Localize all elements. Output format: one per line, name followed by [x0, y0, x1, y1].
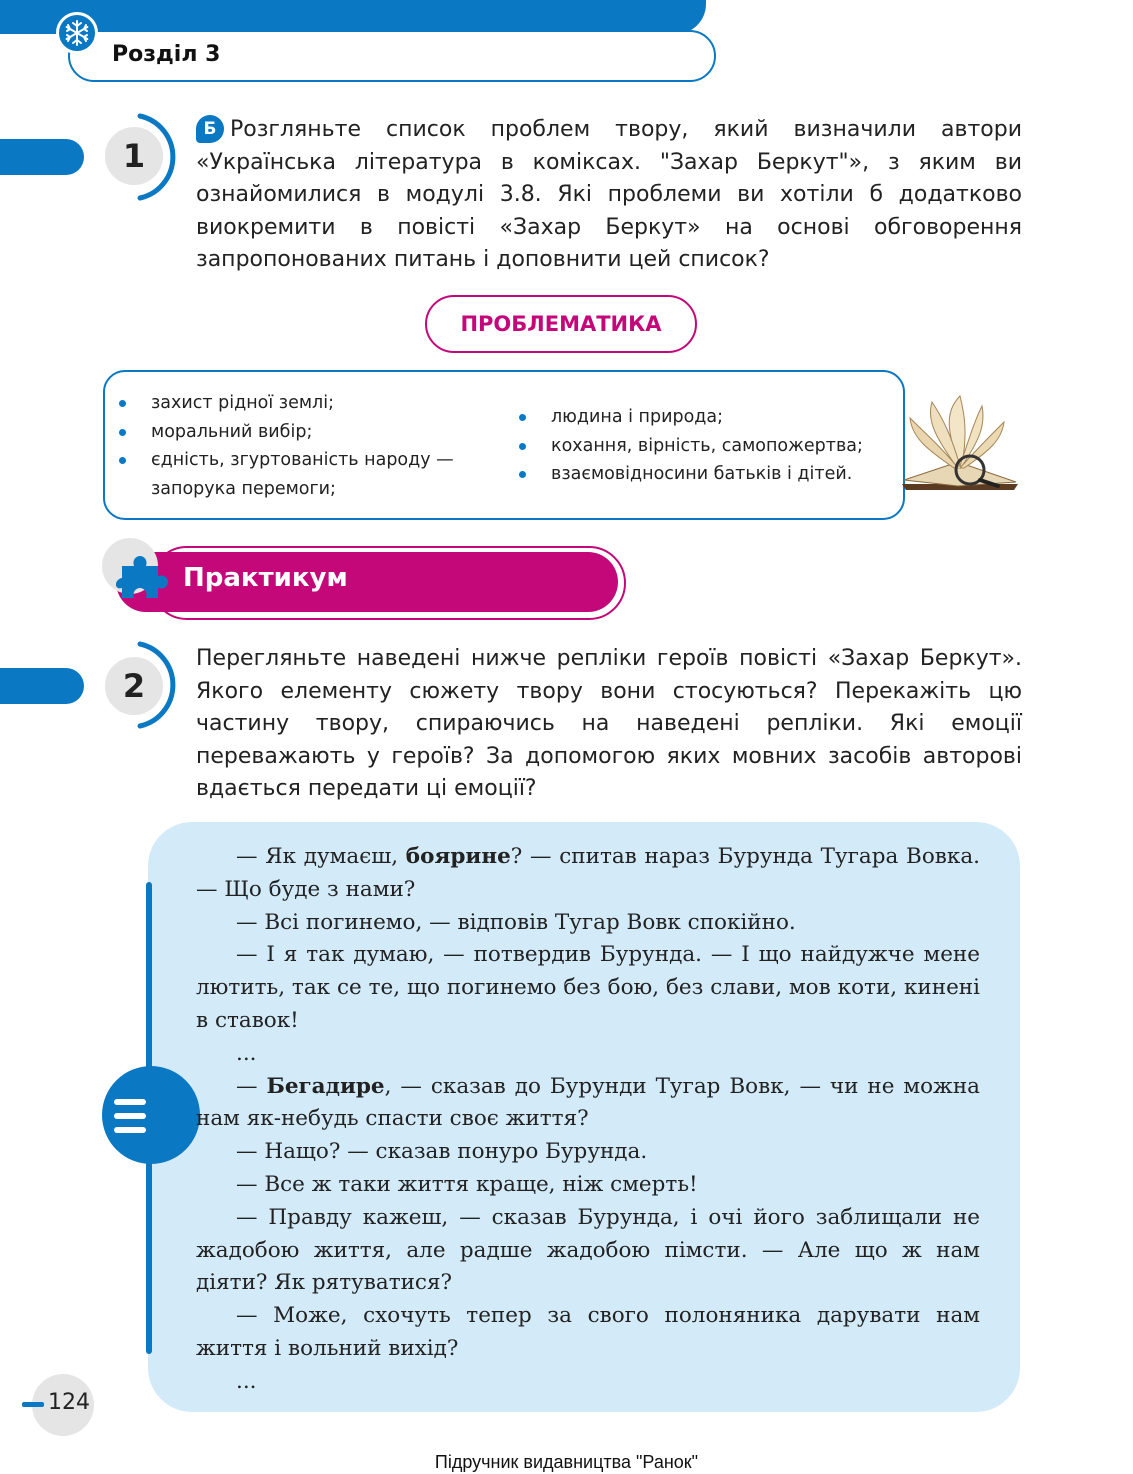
publisher-footer: Підручник видавництва "Ранок" — [434, 1452, 699, 1472]
problem-item: моральний вибір; — [117, 418, 489, 447]
problem-item: єдність, згуртованість народу — запорука перемоги; — [117, 446, 489, 503]
task-1-body: Розгляньте список проблем твору, який визначили автори «Українська література в коміксах. "Захар Беркут"», з яким ви ознайомилися в модулі 3.8. Які проблеми ви хотіли б додатково виокремити в повісті «Захар Беркут» на основі обговорення запропонованих питань і доповнити цей список? — [196, 117, 1022, 273]
problematics-left-list — [117, 389, 489, 503]
quote-paragraph: — Все ж таки життя краще, ніж смерть! — [236, 1171, 698, 1197]
level-b-badge: Б — [196, 115, 224, 143]
quote-paragraph: — Правду кажеш, — сказав Бурунда, і очі його заблищали не жадобою життя, але радше жадобою пімсти. — Але що ж нам діяти? Як рятуватися? — [196, 1204, 980, 1296]
page-number: 124 — [48, 1390, 90, 1415]
quote-paragraph: — Всі погинемо, — відповів Тугар Вовк спокійно. — [236, 909, 796, 935]
task-2-text: Перегляньте наведені нижче репліки героїв повісті «Захар Беркут». Якого елементу сюжету твору вони стосуються? Перекажіть цю частину твору, спираючись на наведені репліки. Які емоції переважають у героїв? За допомогою яких мовних засобів авторові вдається передати ці емоції? — [196, 646, 1022, 802]
quote-text — [196, 841, 980, 1399]
task-2-number: 2 — [102, 654, 166, 718]
problem-item: захист рідної землі; — [117, 389, 489, 418]
problem-item: кохання, вірність, самопожертва; — [517, 432, 897, 461]
puzzle-icon — [116, 552, 170, 602]
text-lines-glyph — [113, 1096, 147, 1136]
header-bar — [0, 0, 706, 34]
quote-paragraph: — І я так думаю, — потвердив Бурунда. — І що найдужче мене лютить, так се те, що погинемо без бою, без слави, мов коти, кинені в ставок! — [196, 942, 980, 1033]
quote-ellipsis: ... — [236, 1368, 257, 1394]
quote-paragraph: — Бегадире, — сказав до Бурунди Тугар Вовк, — чи не можна нам як-небудь спасти своє життя? — [196, 1073, 980, 1132]
task-2-side-tab — [0, 668, 84, 704]
book-icon — [898, 392, 1022, 492]
snowflake-icon — [56, 12, 98, 54]
quote-paragraph: — Може, схочуть тепер за свого полоняника дарувати нам життя і вольний вихід? — [196, 1303, 980, 1361]
chapter-title: Розділ 3 — [112, 42, 221, 67]
problematics-title: ПРОБЛЕМАТИКА — [425, 295, 697, 353]
quote-paragraph: — Як думаєш, боярине? — спитав нараз Бурунда Тугара Вовка. — Що буде з нами? — [196, 844, 980, 902]
task-1-side-tab — [0, 139, 84, 175]
practicum-title: Практикум — [183, 563, 348, 593]
problem-item: взаємовідносини батьків і дітей. — [517, 460, 897, 489]
task-1-number: 1 — [102, 124, 166, 188]
problem-item: людина і природа; — [517, 403, 897, 432]
page-number-dash — [22, 1402, 44, 1407]
task-1-text — [196, 114, 1022, 277]
quote-ellipsis: ... — [236, 1040, 257, 1066]
problematics-right-list — [517, 403, 897, 489]
quote-paragraph: — Нащо? — сказав понуро Бурунда. — [236, 1139, 648, 1165]
